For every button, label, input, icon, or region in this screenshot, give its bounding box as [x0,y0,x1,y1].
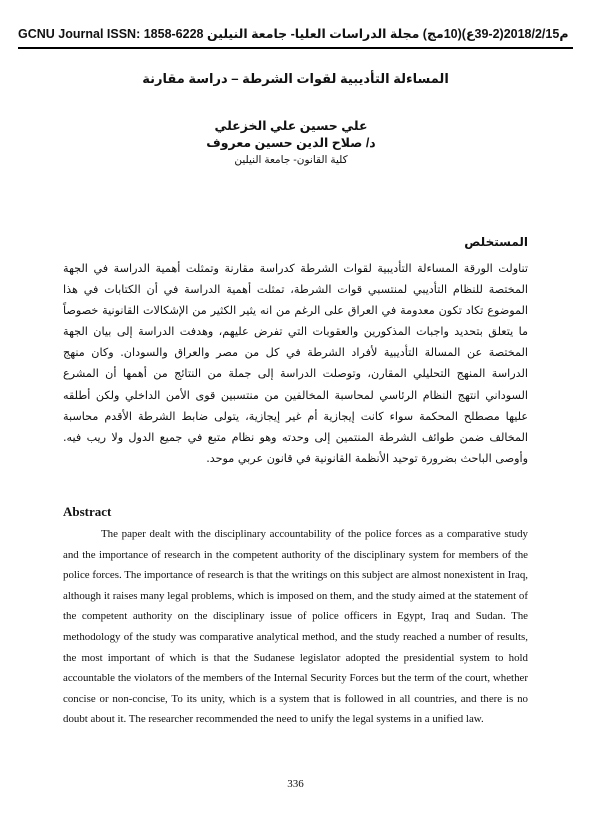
arabic-abstract-heading: المستخلص [464,235,528,249]
english-abstract-heading: Abstract [63,504,112,519]
author-name-1: علي حسين علي الخزعلي [214,119,368,133]
author-block [191,118,391,168]
english-abstract-body: The paper dealt with the disciplinary accountability of the police forces as a comparative study and the importance of research in the competent authority of the disciplinary system for members of the police forces. The importance of research is that the writings on this subject are almost nonexistent in Iraq, although it raises many legal problems, which is imposed on them, and the study aimed at the statement of the competent authority on the disciplinary issue of police officers in Egypt, Iraq and Sudan. The methodology of the study was comparative analytical method, and the study reached a number of results, the most important of which is that the Sudanese legislator adopted the presidential system to hold accountable the violators of the members of the Internal Security Forces but the term of the court, whether concise or non-concise, To its unity, which is a system that is followed in all countries, and there is no doubt about it. The researcher recommended the need to unify the legal systems in a unified law. [63,528,528,726]
page-number: 336 [287,778,304,790]
header-rule [18,47,573,49]
author-affiliation: كلية القانون- جامعة النيلين [234,154,348,166]
arabic-abstract-body: تناولت الورقة المساءلة التأديبية لقوات الشرطة كدراسة مقارنة وتمثلت أهمية الدراسة في الجهة المختصة للنظام التأديبي لمنتسبي قوات الشرطة، تمثلت أهمية الدراسة في أن الكتابات في هذا الموضوع تكاد تكون معدومة في العراق على الرغم من انه يثير الكثير من الإشكالات القانونية خصوصاً ما يتعلق بتحديد واجبات المذكورين والعقوبات التي تفرض عليهم، وهدفت الدراسة إلى بيان الجهة المختصة عن المسالة التأديبية لأفراد الشرطة في كل من مصر والعراق والسودان. وكان منهج الدراسة المنهج التحليلي المقارن، وتوصلت الدراسة إلى جملة من النتائج من أهمها أن المشرع السوداني انتهج النظام الرئاسي لمحاسبة المخالفين من منتسبين قوى الأمن الداخلي ولكن أطلقه عليها مصطلح المحكمة سواء كانت إيجازية أم غير إيجازية، يتولى ضابط الشرطة الأقدم محاسبة المخالف ضمن طوائف الشرطة المنتمين إلى وحدته وهو نظام متبع في جميع الدول ولا ريب فيه. وأوصى الباحث بضرورة توحيد الأنظمة القانونية في قانون عربي موحد. [63,262,528,465]
author-name-2: د/ صلاح الدين حسين معروف [206,136,376,150]
journal-header: GCNU Journal ISSN: 1858-6228 م2018/2/15(2-39ع)(10مج) مجلة الدراسات العليا- جامعة النيلين [18,27,569,41]
paper-title: المساءلة التأديبية لقوات الشرطة – دراسة مقارنة [142,71,449,86]
